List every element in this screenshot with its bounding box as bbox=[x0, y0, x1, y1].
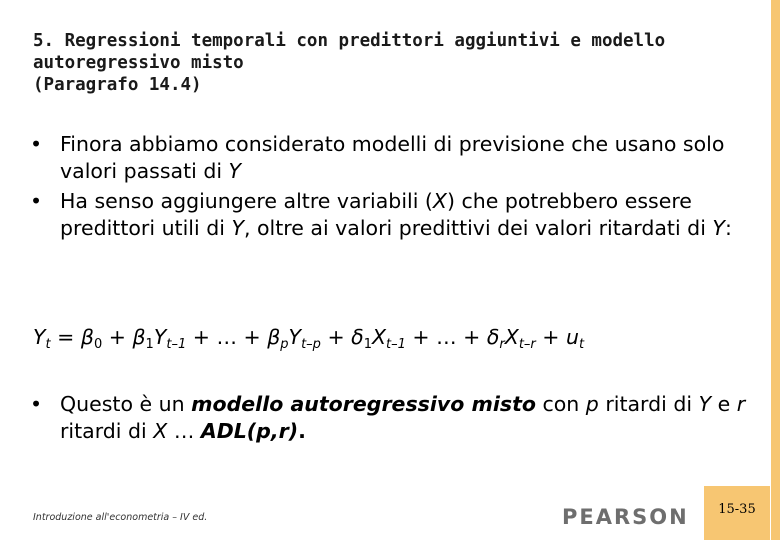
math-var: Y bbox=[712, 216, 725, 240]
math-var: X bbox=[432, 189, 447, 213]
math-sub: t–1 bbox=[166, 337, 187, 352]
math-var: r bbox=[736, 392, 746, 416]
bullet-icon: • bbox=[30, 392, 43, 416]
adl-equation bbox=[33, 322, 753, 352]
text-run: Finora abbiamo considerato modelli di previsione che usano solo valori passati di bbox=[60, 132, 725, 183]
math-var: Y bbox=[231, 216, 244, 240]
text-run: . bbox=[298, 419, 306, 443]
bullet-text bbox=[60, 188, 750, 242]
math-var: p bbox=[585, 392, 599, 416]
math-var: u bbox=[565, 325, 579, 349]
math-sub: t–1 bbox=[386, 337, 406, 352]
math-sub: 1 bbox=[145, 337, 154, 352]
text-run: : bbox=[724, 216, 732, 240]
bullet-item bbox=[30, 131, 750, 185]
math-sub: 1 bbox=[363, 337, 372, 352]
text-run: ritardi di bbox=[60, 419, 154, 443]
emphasis-text: ADL(p,r) bbox=[200, 419, 299, 443]
math-var: X bbox=[371, 325, 387, 349]
math-sub: t bbox=[45, 337, 51, 352]
math-op: + bbox=[186, 325, 217, 349]
math-var: β bbox=[267, 325, 281, 349]
math-var: β bbox=[132, 325, 146, 349]
math-op: + bbox=[102, 325, 133, 349]
slide-title bbox=[33, 30, 733, 96]
math-op: … bbox=[436, 325, 464, 349]
bullet-list bbox=[30, 131, 750, 242]
page-number-box bbox=[704, 486, 770, 540]
text-run: Questo è un bbox=[60, 392, 192, 416]
footer-book-title: Introduzione all'econometria – IV ed. bbox=[33, 512, 208, 523]
math-var: Y bbox=[153, 325, 167, 349]
math-var: Y bbox=[698, 392, 712, 416]
bullet-item bbox=[30, 391, 750, 445]
math-op: = bbox=[50, 325, 81, 349]
math-sub: r bbox=[499, 337, 505, 352]
math-op: + bbox=[243, 325, 268, 349]
math-var: Y bbox=[288, 325, 302, 349]
math-op: … bbox=[216, 325, 244, 349]
math-sub: 0 bbox=[93, 337, 103, 352]
math-var: X bbox=[504, 325, 519, 349]
accent-bar bbox=[771, 0, 780, 540]
bullet-list bbox=[30, 391, 750, 445]
title-line: autoregressivo misto bbox=[33, 53, 244, 73]
math-var: X bbox=[153, 419, 168, 443]
bullet-item bbox=[30, 188, 750, 242]
page-number: 15-35 bbox=[718, 502, 756, 517]
bullet-icon: • bbox=[30, 189, 43, 213]
math-sub: p bbox=[280, 337, 289, 352]
bullet-text bbox=[60, 391, 750, 445]
math-var: Y bbox=[228, 159, 242, 183]
math-op: + bbox=[320, 325, 352, 349]
math-op: + bbox=[535, 325, 566, 349]
math-op: + bbox=[405, 325, 437, 349]
publisher-logo: PEARSON bbox=[562, 505, 689, 529]
math-sub: t–r bbox=[518, 337, 536, 352]
text-run: con bbox=[535, 392, 586, 416]
text-run: … bbox=[167, 419, 201, 443]
text-run: ) che potrebbero essere predittori utili di bbox=[60, 189, 692, 240]
title-line: (Paragrafo 14.4) bbox=[33, 75, 202, 95]
math-sub: t bbox=[578, 337, 585, 352]
math-var: δ bbox=[486, 325, 500, 349]
emphasis-text: modello autoregressivo misto bbox=[191, 392, 536, 416]
math-op: + bbox=[463, 325, 487, 349]
math-sub: t–p bbox=[301, 337, 321, 352]
bullet-text bbox=[60, 131, 750, 185]
math-var: δ bbox=[351, 325, 364, 349]
text-run: Ha senso aggiungere altre variabili ( bbox=[60, 189, 433, 213]
text-run: ritardi di bbox=[598, 392, 699, 416]
title-line: 5. Regressioni temporali con predittori aggiuntivi e modello bbox=[33, 31, 666, 51]
math-var: Y bbox=[33, 325, 46, 349]
math-var: β bbox=[80, 325, 94, 349]
text-run: , oltre ai valori predittivi dei valori ritardati di bbox=[243, 216, 713, 240]
text-run: e bbox=[711, 392, 737, 416]
bullet-icon: • bbox=[30, 132, 43, 156]
